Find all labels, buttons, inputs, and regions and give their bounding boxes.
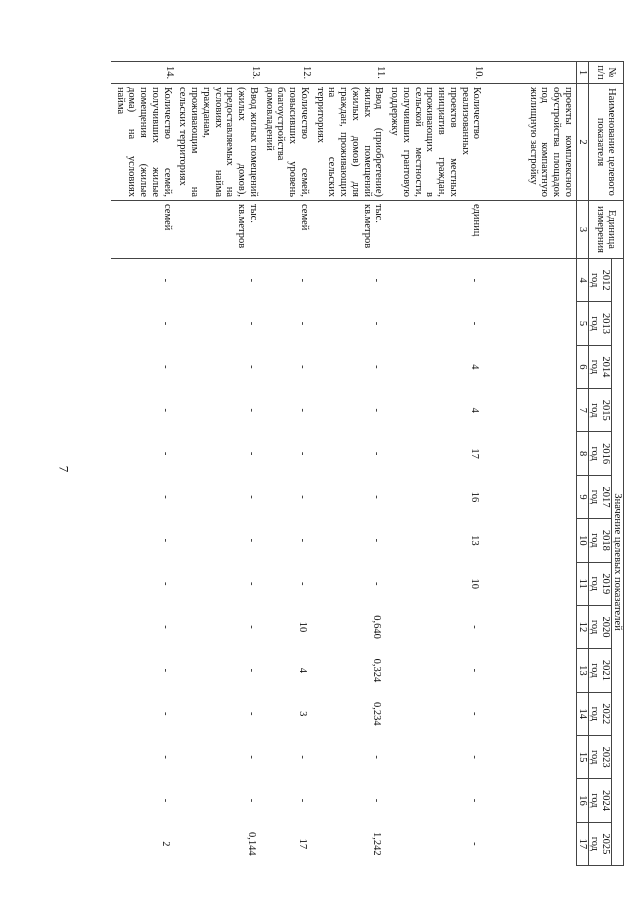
year-word: год [588,749,600,765]
value-2024: - [371,798,383,803]
header-year-2013 [588,302,611,345]
year-label: 2023 [599,746,611,768]
header-year-2025 [588,822,611,865]
indicator-name: Количество реализованных проектов местных инициатив граждан, проживающих в сельской местности, получивших грантовую поддержку [386,84,484,201]
value-2015 [484,389,576,432]
value-2019: 10 [469,578,481,589]
value-2025: 2 [159,841,171,847]
value-2013: - [371,321,383,326]
value-2018: 13 [469,535,481,546]
column-number: 14 [576,692,588,735]
indicator-name: проекты комплексного обустройства площадок под компактную жилищную застройку [484,84,576,201]
value-2014 [484,345,576,388]
column-number: 3 [576,201,588,259]
value-2022: 0,234 [371,701,383,726]
value-2022: 3 [296,711,308,717]
indicator-unit: тыс. кв.метров [175,201,261,259]
table-row [484,62,576,866]
value-2020: - [469,625,481,629]
value-2015: - [371,408,383,412]
value-2022: - [245,712,257,716]
column-number: 10 [576,519,588,562]
indicator-name: Ввод (приобретение) жилых помещений (жилых домов) для граждан, проживающих на сельских территориях [312,84,387,201]
value-2014: - [245,365,257,369]
value-2016 [484,432,576,475]
year-label: 2020 [599,616,611,638]
value-2020: 10 [296,621,308,633]
header-year-2020 [588,605,611,648]
year-word: год [588,663,600,678]
value-2025: 17 [296,838,308,850]
value-2017 [484,475,576,518]
indicator-name: Количество семей, повысивших уровень благоустройства домовладений [261,84,312,201]
header-year-2021 [588,649,611,692]
header-year-2014 [588,345,611,388]
value-2023: - [159,755,171,759]
column-number: 1 [576,62,588,84]
table-row [386,62,484,866]
column-number: 11 [576,562,588,605]
value-2020: - [245,625,257,629]
table-row [175,62,261,866]
column-number: 5 [576,302,588,345]
value-2024: - [296,798,308,803]
value-2018: - [159,538,171,543]
value-2024: - [159,798,171,803]
year-label: 2024 [599,789,611,811]
year-label: 2016 [599,443,611,465]
value-2020: 0,640 [371,615,383,639]
value-2025: 1,242 [371,832,383,856]
value-2013 [484,302,576,345]
indicator-name: Ввод жилых помещений (жилых домов), предоставляемых на условиях найма гражданам, проживающим на сельских территориях [175,84,261,201]
column-number: 15 [576,735,588,778]
column-number: 6 [576,345,588,388]
header-unit: Единица измерения [588,201,623,259]
year-label: 2014 [599,356,611,378]
value-2021: - [245,668,257,673]
table-row [261,62,312,866]
year-word: год [588,359,600,375]
column-number: 9 [576,475,588,518]
year-word: год [588,446,600,461]
value-2014: - [296,365,308,369]
indicator-unit [484,201,576,259]
value-2021: 0,324 [371,658,383,683]
value-2013: - [245,321,257,326]
value-2017: - [371,495,383,499]
indicator-unit: семей [111,201,175,259]
indicator-unit: единиц [386,201,484,259]
header-year-2022 [588,692,611,735]
value-2025 [484,822,576,865]
year-label: 2013 [599,313,611,335]
value-2013: - [159,321,171,326]
column-number: 2 [576,84,588,201]
value-2012: - [386,259,484,302]
value-2023 [484,735,576,778]
year-word: год [588,836,600,852]
column-number: 17 [576,822,588,865]
table-row [312,62,387,866]
year-label: 2025 [599,833,611,855]
year-word: год [588,403,600,418]
value-2022 [484,692,576,735]
year-word: год [588,316,600,331]
value-2012: - [111,259,175,302]
page-number: 7 [56,465,72,473]
value-2017: 16 [469,491,481,503]
value-2017: - [159,495,171,499]
value-2014: - [159,365,171,369]
row-number: 11. [312,62,387,84]
value-2019: - [296,581,308,586]
header-year-2018 [588,519,611,562]
indicator-unit: тыс. кв.метров [312,201,387,259]
header-num: № п/п [588,62,623,84]
header-year-2023 [588,735,611,778]
value-2022: - [469,712,481,716]
header-year-2016 [588,432,611,475]
year-label: 2012 [599,269,611,291]
value-2019: - [245,581,257,586]
year-word: год [588,533,600,548]
year-label: 2018 [599,529,611,551]
row-number: 13. [175,62,261,84]
value-2024: - [245,798,257,803]
value-2014: - [371,365,383,369]
value-2016: - [296,451,308,456]
year-word: год [588,576,600,591]
value-2012: - [261,259,312,302]
value-2015: 4 [469,407,481,413]
value-2020 [484,605,576,648]
value-2015: - [159,408,171,412]
column-number: 13 [576,649,588,692]
value-2014: 4 [469,364,481,370]
row-number: 14. [111,62,175,84]
value-2012 [484,259,576,302]
value-2018 [484,519,576,562]
value-2021: - [159,668,171,673]
value-2016: - [245,451,257,456]
year-label: 2021 [599,659,611,681]
value-2022: - [159,712,171,716]
year-word: год [588,273,600,288]
header-year-2024 [588,779,611,822]
value-2021: - [469,668,481,673]
header-values: Значение целевых показателей [611,259,623,866]
value-2013: - [469,321,481,326]
table-row [111,62,175,866]
value-2018: - [296,538,308,543]
column-number: 8 [576,432,588,475]
indicator-name: Количество семей, получивших жилые помещения (жилые дома) на условиях найма [111,84,175,201]
row-number [484,62,576,84]
value-2023: - [469,755,481,759]
value-2025: - [469,842,481,846]
year-word: год [588,619,600,635]
column-number: 4 [576,259,588,302]
value-2021: 4 [296,667,308,674]
value-2023: - [371,755,383,759]
targets-table [111,61,624,866]
header-year-2019 [588,562,611,605]
value-2016: 17 [469,448,481,459]
value-2018: - [245,538,257,543]
header-year-2015 [588,389,611,432]
value-2019 [484,562,576,605]
value-2016: - [159,451,171,456]
value-2015: - [245,408,257,412]
year-word: год [588,793,600,808]
column-number: 7 [576,389,588,432]
row-number: 10. [386,62,484,84]
value-2013: - [296,321,308,326]
indicator-unit: семей [261,201,312,259]
value-2019: - [371,581,383,586]
value-2018: - [371,538,383,543]
column-number: 12 [576,605,588,648]
value-2023: - [245,755,257,759]
value-2021 [484,649,576,692]
year-label: 2017 [599,486,611,508]
value-2017: - [296,495,308,499]
value-2020: - [159,625,171,629]
value-2024: - [469,798,481,803]
value-2017: - [245,495,257,499]
year-word: год [588,706,600,721]
year-word: год [588,489,600,505]
header-year-2017 [588,475,611,518]
value-2019: - [159,581,171,586]
value-2025: 0,144 [245,832,257,856]
value-2016: - [371,451,383,456]
value-2015: - [296,408,308,412]
year-label: 2015 [599,399,611,421]
value-2024 [484,779,576,822]
value-2012: - [175,259,261,302]
value-2012: - [312,259,387,302]
year-label: 2019 [599,573,611,595]
header-year-2012 [588,259,611,302]
year-label: 2022 [599,703,611,725]
rotated-page-content [89,61,624,865]
header-name: Наименование целевого показателя [588,84,623,201]
row-number: 12. [261,62,312,84]
column-number: 16 [576,779,588,822]
value-2023: - [296,755,308,759]
